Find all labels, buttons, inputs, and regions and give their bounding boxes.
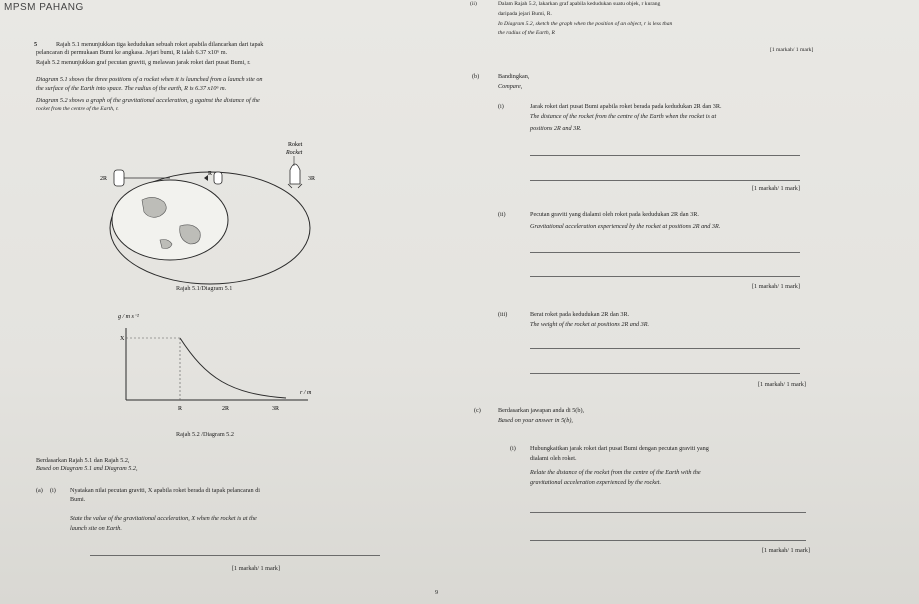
rocket-at-3r bbox=[290, 164, 300, 184]
bi-en-line-1: The distance of the rocket from the centre of the Earth when the rocket is at bbox=[530, 113, 717, 120]
rocket-at-2r bbox=[114, 170, 124, 186]
rocket-at-r bbox=[214, 172, 222, 184]
biii-answer-line-1 bbox=[530, 348, 800, 349]
question-number: 5 bbox=[34, 41, 38, 48]
c-label: (c) bbox=[474, 407, 481, 414]
intro-en-line-3: Diagram 5.2 shows a graph of the gravitational acceleration, g against the distance of the bbox=[36, 97, 260, 104]
qa-ms-line-1: Nyatakan nilai pecutan graviti, X apabila roket berada di tapak pelancaran di bbox=[70, 487, 261, 494]
earth-circle bbox=[112, 180, 228, 260]
ci-en-line-1: Relate the distance of the rocket from the centre of the Earth with the bbox=[530, 469, 701, 476]
y-mark-x: X bbox=[120, 336, 125, 342]
b-label: (b) bbox=[472, 73, 480, 80]
label-2r: 2R bbox=[100, 176, 108, 182]
bi-ms: Jarak roket dari pusat Bumi apabila roket berada pada kedudukan 2R dan 3R. bbox=[530, 103, 722, 110]
qa-en-line-2: launch site on Earth. bbox=[70, 525, 122, 532]
intro-en-line-1: Diagram 5.1 shows the three positions of a rocket when it is launched from a launch site on bbox=[36, 76, 263, 83]
qa-ms-line-2: Bumi. bbox=[70, 496, 86, 503]
c-en: Based on your answer in 5(b), bbox=[498, 417, 573, 424]
label-roket: Roket bbox=[288, 142, 303, 148]
ii-ms-line-2: daripada jejari Bumi, R. bbox=[498, 11, 552, 17]
diagram-rocket-orbit bbox=[90, 130, 330, 290]
based-on-ms: Berdasarkan Rajah 5.1 dan Rajah 5.2, bbox=[36, 457, 130, 464]
biii-en: The weight of the rocket at positions 2R and 3R. bbox=[530, 321, 650, 328]
qa-marks: [1 markah/ 1 mark] bbox=[232, 565, 280, 572]
qa-i-label: (i) bbox=[50, 487, 56, 494]
intro-ms-line-1: Rajah 5.1 menunjukkan tiga kedudukan sebuah roket apabila dilancarkan dari tapak bbox=[56, 41, 264, 48]
g-curve bbox=[180, 338, 286, 398]
tick-3r: 3R bbox=[272, 406, 280, 412]
qa-label: (a) bbox=[36, 487, 43, 494]
biii-label: (iii) bbox=[498, 311, 508, 318]
ii-en-line-1: In Diagram 5.2, sketch the graph when the position of an object, r is less than bbox=[498, 21, 673, 27]
graph-g-vs-r bbox=[110, 308, 340, 423]
bii-answer-line-1 bbox=[530, 252, 800, 253]
label-r: R bbox=[208, 171, 213, 177]
biii-marks: [1 markah/ 1 mark] bbox=[758, 381, 806, 388]
c-ms: Berdasarkan jawapan anda di 5(b), bbox=[498, 407, 585, 414]
rocket-fins bbox=[288, 184, 302, 188]
based-on-en: Based on Diagram 5.1 and Diagram 5.2, bbox=[36, 465, 138, 472]
bii-answer-line-2 bbox=[530, 276, 800, 277]
ci-answer-line-1 bbox=[530, 512, 806, 513]
bii-label: (ii) bbox=[498, 211, 506, 218]
label-3r: 3R bbox=[308, 176, 316, 182]
page-number: 9 bbox=[435, 589, 439, 596]
ii-ms-line-1: Dalam Rajah 5.2, lakarkan graf apabila kedudukan suatu objek, r kurang bbox=[498, 1, 661, 7]
bii-ms: Pecutan graviti yang dialami oleh roket pada kedudukan 2R dan 3R. bbox=[530, 211, 699, 218]
label-rocket: Rocket bbox=[286, 150, 303, 156]
ci-ms-line-1: Hubungkaitkan jarak roket dari pusat Bumi dengan pecutan graviti yang bbox=[530, 445, 709, 452]
intro-en-line-4: rocket from the centre of the Earth, r. bbox=[36, 106, 119, 112]
ii-label: (ii) bbox=[470, 1, 477, 7]
bi-marks: [1 markah/ 1 mark] bbox=[752, 185, 800, 192]
biii-ms: Berat roket pada kedudukan 2R dan 3R. bbox=[530, 311, 630, 318]
bi-answer-line-1 bbox=[530, 155, 800, 156]
ci-label: (i) bbox=[510, 445, 516, 452]
diagram2-caption: Rajah 5.2 /Diagram 5.2 bbox=[176, 431, 234, 438]
intro-ms-line-2: pelancaran di permukaan Bumi ke angkasa. Jejari bumi, R ialah 6.37 x10⁶ m. bbox=[36, 49, 228, 56]
bii-en: Gravitational acceleration experienced by the rocket at positions 2R and 3R. bbox=[530, 223, 721, 230]
ci-answer-line-2 bbox=[530, 540, 806, 541]
bi-en-line-2: positions 2R and 3R. bbox=[530, 125, 582, 132]
biii-answer-line-2 bbox=[530, 373, 800, 374]
tick-2r: 2R bbox=[222, 406, 230, 412]
b-ms: Bandingkan, bbox=[498, 73, 530, 80]
bi-label: (i) bbox=[498, 103, 504, 110]
intro-en-line-2: the surface of the Earth into space. The radius of the earth, R is 6.37 x10⁶ m. bbox=[36, 85, 227, 92]
qa-en-line-1: State the value of the gravitational acceleration, X when the rocket is at the bbox=[70, 515, 257, 522]
tick-r: R bbox=[178, 406, 183, 412]
bi-answer-line-2 bbox=[530, 180, 800, 181]
ci-ms-line-2: dialami oleh roket. bbox=[530, 455, 577, 462]
qa-answer-line bbox=[90, 555, 380, 556]
intro-ms-line-3: Rajah 5.2 menunjukkan graf pecutan graviti, g melawan jarak roket dari pusat Bumi, r. bbox=[36, 59, 251, 66]
ii-en-line-2: the radius of the Earth, R bbox=[498, 30, 555, 36]
x-axis-label: r / m bbox=[300, 390, 312, 396]
ii-marks: [1 markah/ 1 mark] bbox=[770, 47, 814, 53]
ci-en-line-2: gravitational acceleration experienced by the rocket. bbox=[530, 479, 662, 486]
ci-marks: [1 markah/ 1 mark] bbox=[762, 547, 810, 554]
school-header: MPSM PAHANG bbox=[4, 2, 84, 13]
y-axis-label: g / m s⁻² bbox=[118, 314, 139, 320]
b-en: Compare, bbox=[498, 83, 523, 90]
bii-marks: [1 markah/ 1 mark] bbox=[752, 283, 800, 290]
diagram1-caption: Rajah 5.1/Diagram 5.1 bbox=[176, 285, 233, 292]
